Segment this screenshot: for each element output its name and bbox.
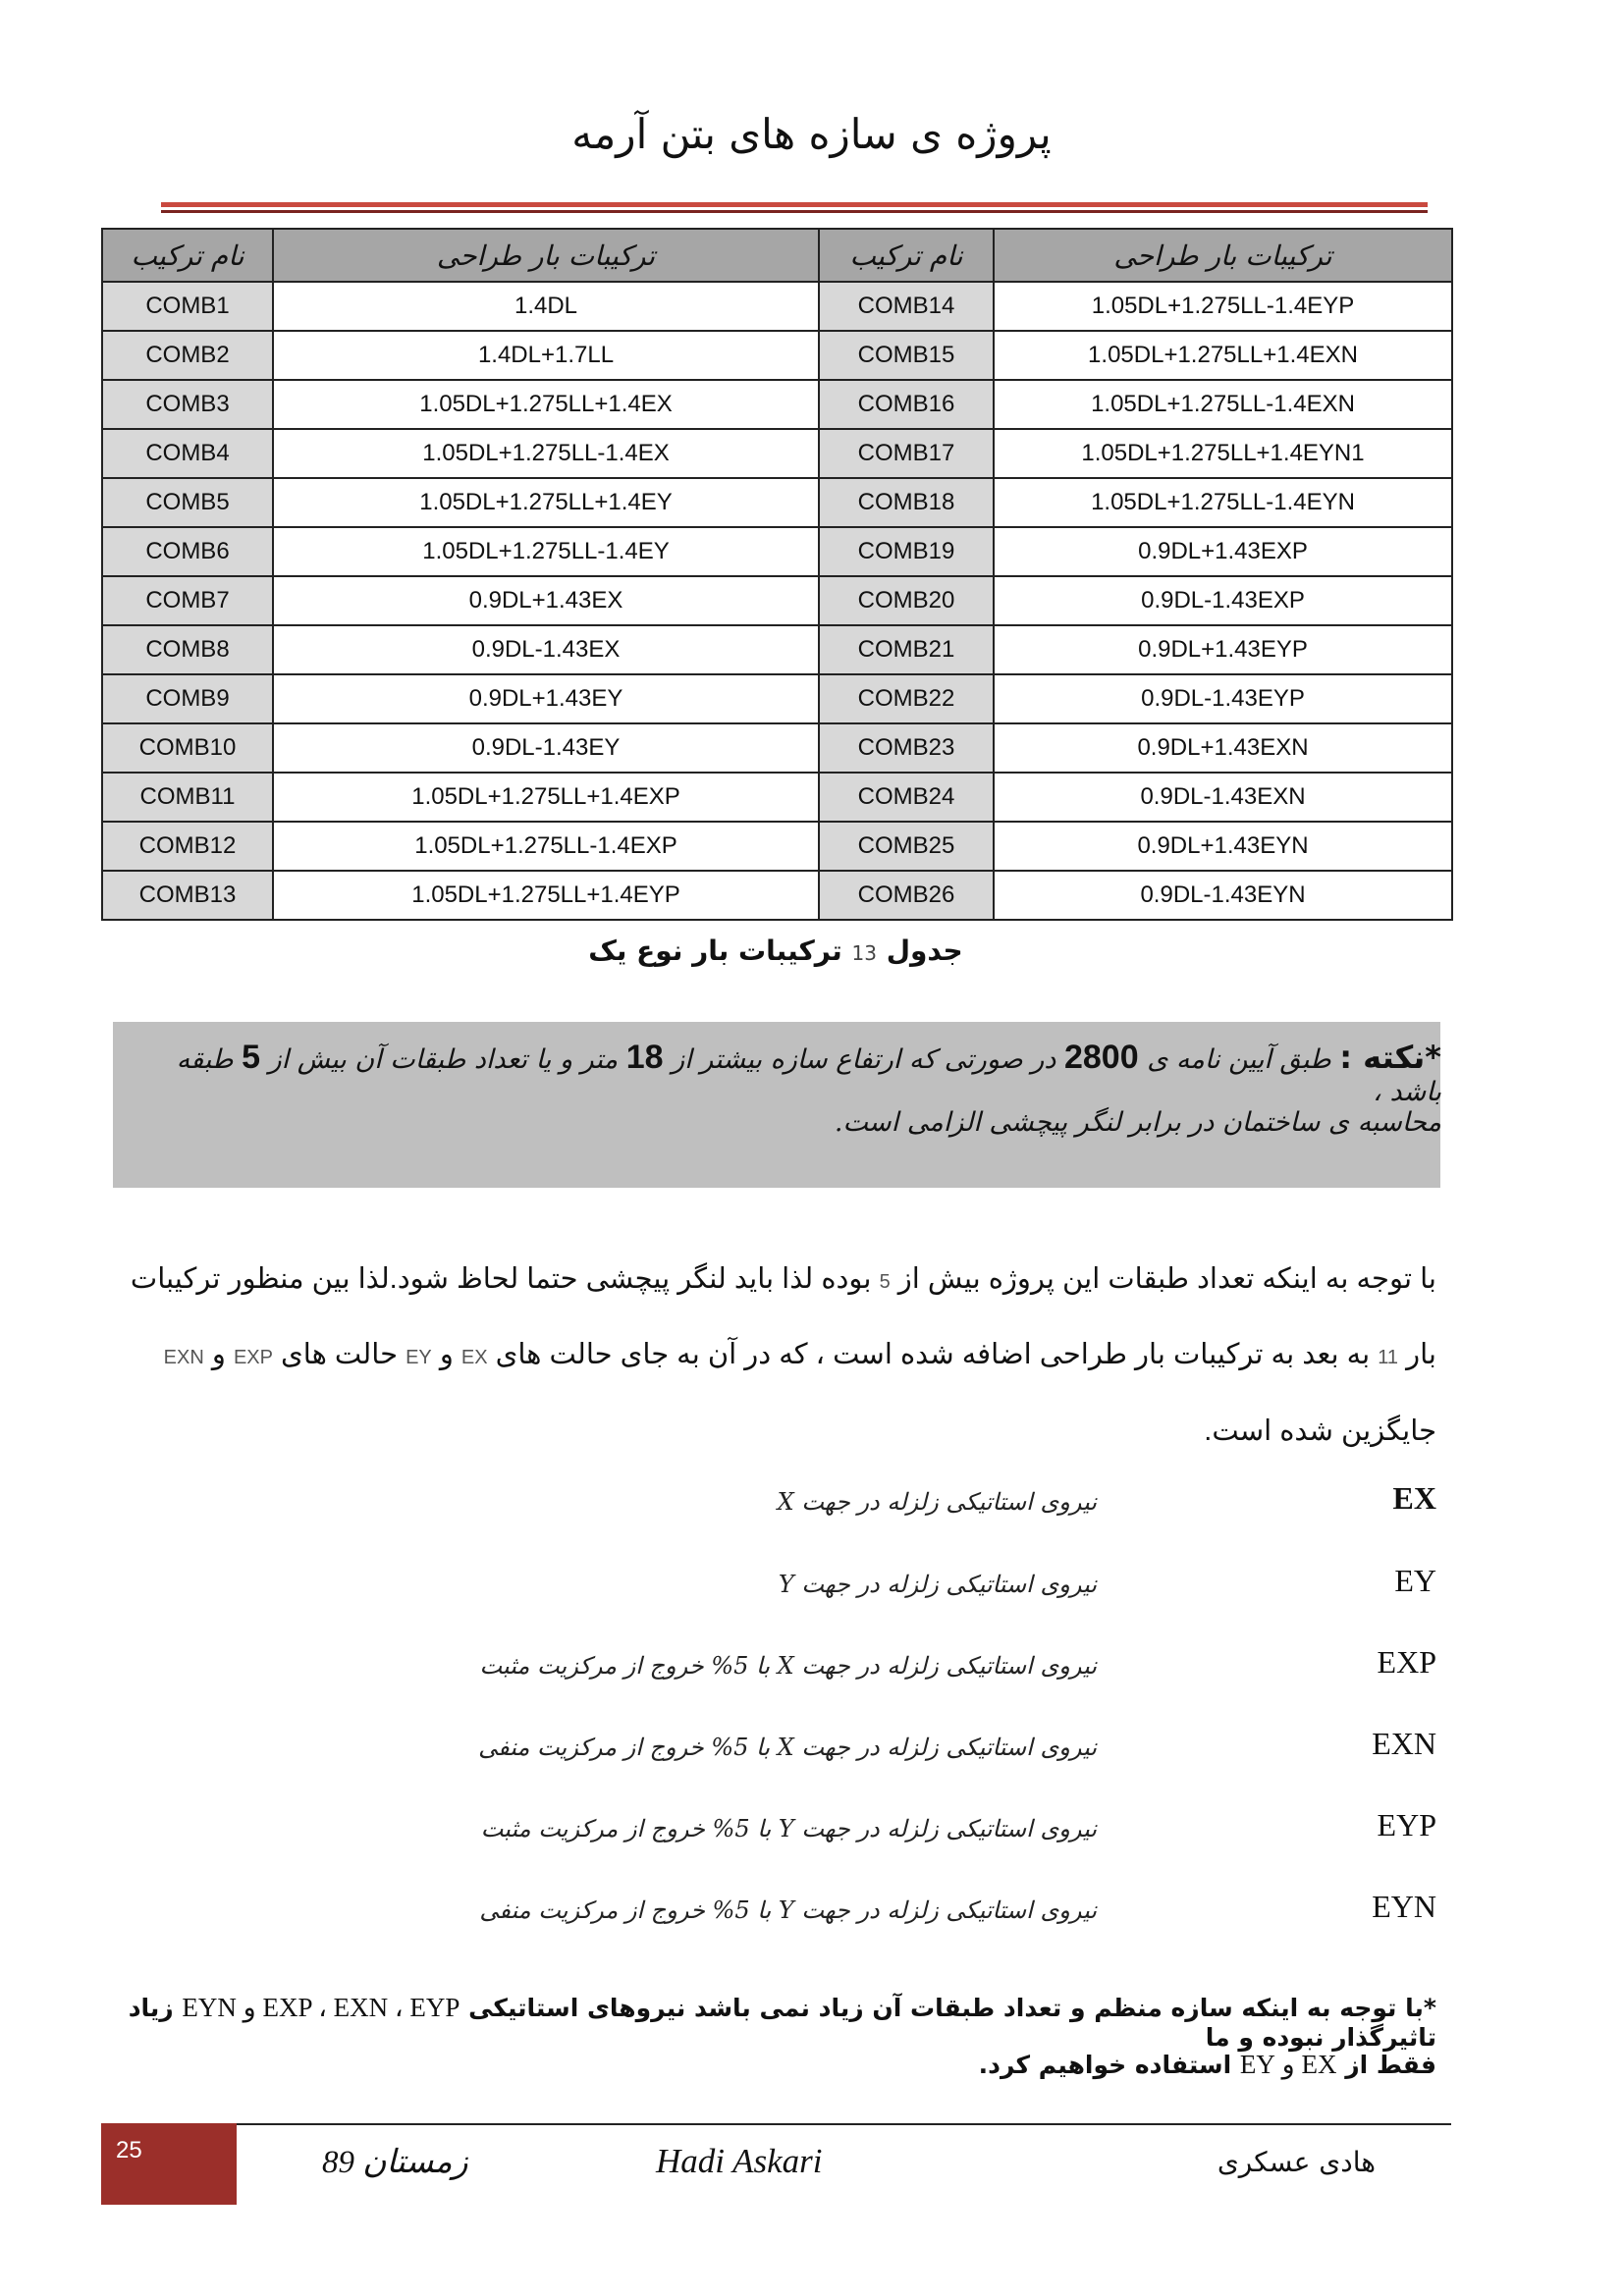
paragraph-code: EXN — [163, 1347, 204, 1368]
paragraph-code: EXP — [233, 1347, 273, 1368]
load-combination-table — [101, 228, 1453, 921]
footnote-codes: EXP ، EXN ، EYP و EYN — [182, 1993, 460, 2022]
footnote-text: *با توجه به اینکه سازه منظم و تعداد طبقات آن زیاد نمی باشد نیروهای استاتیکی — [468, 1994, 1436, 2022]
combo-formula-cell: 0.9DL-1.43EYP — [994, 674, 1452, 723]
table-row — [102, 331, 1452, 380]
combo-formula-cell: 0.9DL-1.43EY — [273, 723, 819, 773]
combo-name-cell: COMB16 — [819, 380, 994, 429]
combo-name-cell: COMB22 — [819, 674, 994, 723]
footer-date: زمستان 89 — [322, 2145, 468, 2180]
combo-formula-cell: 1.4DL+1.7LL — [273, 331, 819, 380]
table-row — [102, 674, 1452, 723]
definition-text: نیروی استاتیکی زلزله در جهت Y — [778, 1571, 1097, 1598]
combo-name-cell: COMB1 — [102, 282, 273, 331]
combo-formula-cell: 1.4DL — [273, 282, 819, 331]
table-row — [102, 429, 1452, 478]
combo-formula-cell: 1.05DL+1.275LL+1.4EX — [273, 380, 819, 429]
combo-name-cell: COMB14 — [819, 282, 994, 331]
paragraph-line-1 — [101, 1261, 1436, 1296]
note-text: در صورتی که ارتفاع سازه بیشتر از — [672, 1044, 1056, 1075]
footnote-line-2 — [81, 2050, 1436, 2080]
paragraph-text: حالت های — [281, 1339, 398, 1370]
table-row — [102, 576, 1452, 625]
paragraph-text: و — [439, 1339, 454, 1370]
definition-text: نیروی استاتیکی زلزله در جهت X با 5% خروج از مرکزیت منفی — [478, 1734, 1097, 1761]
paragraph-number: 11 — [1378, 1347, 1399, 1368]
combo-name-cell: COMB23 — [819, 723, 994, 773]
combo-formula-cell: 0.9DL-1.43EXP — [994, 576, 1452, 625]
combo-formula-cell: 0.9DL+1.43EY — [273, 674, 819, 723]
paragraph-line-3: جایگزین شده است. — [1204, 1415, 1436, 1447]
combo-name-cell: COMB12 — [102, 822, 273, 871]
footer-author-fa: هادی عسکری — [1217, 2146, 1376, 2178]
table-caption — [0, 934, 1551, 967]
header-combination-right: ترکیبات بار طراحی — [994, 229, 1452, 282]
combo-formula-cell: 1.05DL+1.275LL-1.4EXP — [273, 822, 819, 871]
combo-formula-cell: 1.05DL+1.275LL+1.4EXN — [994, 331, 1452, 380]
page-number: 25 — [116, 2137, 142, 2163]
paragraph-text: بوده لذا باید لنگر پیچشی حتما لحاظ شود.لذا بین منظور ترکیبات — [130, 1263, 872, 1295]
table-row — [102, 773, 1452, 822]
paragraph-line-2 — [101, 1337, 1436, 1371]
footnote-text: فقط از — [1345, 2051, 1436, 2079]
combo-formula-cell: 1.05DL+1.275LL+1.4EYN1 — [994, 429, 1452, 478]
table-row — [102, 822, 1452, 871]
combo-formula-cell: 0.9DL+1.43EXN — [994, 723, 1452, 773]
combo-formula-cell: 0.9DL+1.43EYP — [994, 625, 1452, 674]
caption-text: ترکیبات بار نوع یک — [588, 934, 842, 967]
combo-name-cell: COMB26 — [819, 871, 994, 920]
combo-name-cell: COMB11 — [102, 773, 273, 822]
header-rule-dark — [161, 210, 1428, 213]
definition-text: نیروی استاتیکی زلزله در جهت X — [777, 1488, 1097, 1516]
combo-name-cell: COMB17 — [819, 429, 994, 478]
combo-name-cell: COMB5 — [102, 478, 273, 527]
footnote-line-1 — [81, 1993, 1436, 2052]
paragraph-text: به بعد به ترکیبات بار طراحی اضافه شده است ، که در آن به جای حالت های — [495, 1339, 1371, 1370]
header-combination-left: ترکیبات بار طراحی — [273, 229, 819, 282]
combo-formula-cell: 1.05DL+1.275LL+1.4EYP — [273, 871, 819, 920]
combo-name-cell: COMB20 — [819, 576, 994, 625]
footnote-text: زیاد تاثیرگذار نبوده و ما — [128, 1994, 1436, 2052]
table-row — [102, 723, 1452, 773]
definition-code: EY — [1394, 1563, 1436, 1598]
combo-name-cell: COMB24 — [819, 773, 994, 822]
combo-name-cell: COMB13 — [102, 871, 273, 920]
table-row — [102, 380, 1452, 429]
combo-formula-cell: 1.05DL+1.275LL-1.4EXN — [994, 380, 1452, 429]
paragraph-text: و — [211, 1339, 226, 1370]
combo-formula-cell: 0.9DL+1.43EX — [273, 576, 819, 625]
paragraph-number: 5 — [879, 1271, 891, 1293]
note-number: 2800 — [1063, 1039, 1139, 1076]
definition-code: EYP — [1377, 1807, 1436, 1842]
paragraph-code: EY — [406, 1347, 432, 1368]
definition-code: EXN — [1372, 1726, 1436, 1761]
combo-name-cell: COMB10 — [102, 723, 273, 773]
header-name-right: نام ترکیب — [819, 229, 994, 282]
combo-name-cell: COMB15 — [819, 331, 994, 380]
footer-rule — [101, 2123, 1451, 2125]
caption-prefix: جدول — [886, 934, 963, 967]
note-text: طبقه باشد ، — [176, 1044, 1441, 1107]
combo-formula-cell: 0.9DL-1.43EX — [273, 625, 819, 674]
table-row — [102, 527, 1452, 576]
header-rule-red — [161, 202, 1428, 207]
definition-text: نیروی استاتیکی زلزله در جهت Y با 5% خروج از مرکزیت مثبت — [480, 1815, 1097, 1842]
caption-number: 13 — [851, 941, 877, 965]
combo-formula-cell: 0.9DL+1.43EXP — [994, 527, 1452, 576]
note-text: متر و یا تعداد طبقات آن بیش از — [268, 1044, 619, 1075]
combo-name-cell: COMB6 — [102, 527, 273, 576]
paragraph-text: با توجه به اینکه تعداد طبقات این پروژه بیش از — [897, 1263, 1436, 1295]
combo-name-cell: COMB2 — [102, 331, 273, 380]
table-row — [102, 871, 1452, 920]
page-title: پروژه ی سازه های بتن آرمه — [571, 110, 1052, 158]
combo-formula-cell: 0.9DL-1.43EXN — [994, 773, 1452, 822]
footer-author-en: Hadi Askari — [656, 2142, 823, 2180]
combo-formula-cell: 0.9DL-1.43EYN — [994, 871, 1452, 920]
combo-formula-cell: 1.05DL+1.275LL+1.4EXP — [273, 773, 819, 822]
combo-formula-cell: 1.05DL+1.275LL-1.4EY — [273, 527, 819, 576]
combo-name-cell: COMB21 — [819, 625, 994, 674]
combo-name-cell: COMB3 — [102, 380, 273, 429]
note-line-2: محاسبه ی ساختمان در برابر لنگر پیچشی الزامی است. — [834, 1107, 1441, 1138]
table-row — [102, 625, 1452, 674]
paragraph-text: بار — [1406, 1339, 1436, 1370]
note-text: طبق آیین نامه ی — [1147, 1044, 1331, 1075]
combo-name-cell: COMB9 — [102, 674, 273, 723]
combo-formula-cell: 1.05DL+1.275LL-1.4EYP — [994, 282, 1452, 331]
table-row — [102, 478, 1452, 527]
definition-code: EX — [1392, 1480, 1436, 1516]
combo-name-cell: COMB8 — [102, 625, 273, 674]
combo-formula-cell: 1.05DL+1.275LL-1.4EX — [273, 429, 819, 478]
combo-formula-cell: 1.05DL+1.275LL-1.4EYN — [994, 478, 1452, 527]
combo-name-cell: COMB19 — [819, 527, 994, 576]
note-number: 18 — [625, 1039, 664, 1076]
paragraph-code: EX — [460, 1347, 488, 1368]
definition-code: EXP — [1377, 1644, 1436, 1680]
footnote-text: استفاده خواهیم کرد. — [978, 2051, 1232, 2079]
definition-text: نیروی استاتیکی زلزله در جهت Y با 5% خروج از مرکزیت منفی — [479, 1896, 1097, 1924]
definition-text: نیروی استاتیکی زلزله در جهت X با 5% خروج از مرکزیت مثبت — [479, 1652, 1097, 1680]
header-name-left: نام ترکیب — [102, 229, 273, 282]
note-number: 5 — [242, 1039, 261, 1076]
combo-name-cell: COMB7 — [102, 576, 273, 625]
combo-formula-cell: 0.9DL+1.43EYN — [994, 822, 1452, 871]
table-header-row — [102, 229, 1452, 282]
definition-code: EYN — [1372, 1889, 1436, 1924]
combo-formula-cell: 1.05DL+1.275LL+1.4EY — [273, 478, 819, 527]
combo-name-cell: COMB18 — [819, 478, 994, 527]
table-row — [102, 282, 1452, 331]
combo-name-cell: COMB25 — [819, 822, 994, 871]
footnote-codes: EX و EY — [1239, 2050, 1337, 2079]
combo-name-cell: COMB4 — [102, 429, 273, 478]
note-label: *نکته : — [1339, 1039, 1441, 1076]
note-line-1 — [126, 1039, 1441, 1107]
